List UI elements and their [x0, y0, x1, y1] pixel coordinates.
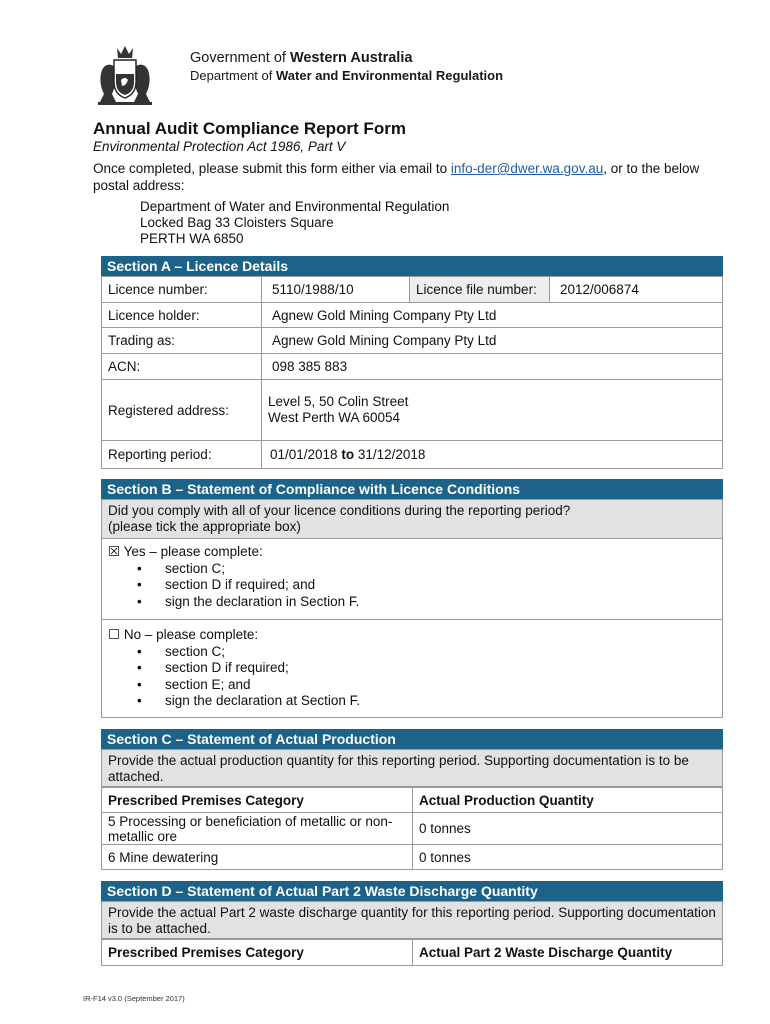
list-item: • section D if required; and: [108, 577, 716, 594]
column-header: Actual Part 2 Waste Discharge Quantity: [413, 940, 723, 966]
no-checkbox[interactable]: ☐ No – please complete:: [108, 627, 259, 642]
address-line: PERTH WA 6850: [140, 231, 244, 246]
no-option: [101, 620, 723, 718]
email-link[interactable]: info-der@dwer.wa.gov.au: [450, 161, 604, 176]
address-line: Department of Water and Environmental Regulation: [140, 199, 450, 214]
section-c-heading: Section C – Statement of Actual Production: [101, 729, 723, 749]
column-header: Actual Production Quantity: [413, 788, 723, 813]
section-c: [101, 729, 723, 870]
registered-address-value: Level 5, 50 Colin Street West Perth WA 60054: [262, 380, 723, 441]
list-item: • section E; and: [108, 677, 716, 694]
reporting-period-label: Reporting period:: [102, 441, 262, 469]
list-item: • sign the declaration in Section F.: [108, 594, 716, 611]
licence-number-value: 5110/1988/10: [262, 277, 410, 303]
section-c-instructions: Provide the actual production quantity for this reporting period. Supporting documentation is to be attached.: [101, 749, 723, 787]
list-item: • section C;: [108, 561, 716, 578]
licence-file-label: Licence file number:: [410, 277, 550, 303]
acn-label: ACN:: [102, 354, 262, 380]
section-b-heading: Section B – Statement of Compliance with Licence Conditions: [101, 479, 723, 499]
section-d: [101, 881, 723, 966]
section-a-heading: Section A – Licence Details: [101, 256, 723, 276]
section-b: [101, 479, 723, 718]
waste-discharge-table: [101, 939, 723, 966]
licence-file-value: 2012/006874: [550, 277, 723, 303]
form-subtitle: Environmental Protection Act 1986, Part V: [93, 139, 346, 154]
government-name: Government of Western Australia: [190, 50, 413, 66]
list-item: • sign the declaration at Section F.: [108, 693, 716, 710]
reporting-period-value: 01/01/2018 to 31/12/2018: [262, 441, 723, 469]
table-row: 5 Processing or beneficiation of metallic or non-metallic ore 0 tonnes: [102, 813, 723, 845]
address-line: Locked Bag 33 Cloisters Square: [140, 215, 334, 230]
compliance-question: Did you comply with all of your licence conditions during the reporting period? (please tick the appropriate box): [101, 499, 723, 539]
trading-as-label: Trading as:: [102, 328, 262, 354]
trading-as-value: Agnew Gold Mining Company Pty Ltd: [262, 328, 723, 354]
production-table: [101, 787, 723, 870]
section-a: [101, 256, 723, 469]
column-header: Prescribed Premises Category: [102, 788, 413, 813]
form-title: Annual Audit Compliance Report Form: [93, 119, 406, 138]
section-d-heading: Section D – Statement of Actual Part 2 Waste Discharge Quantity: [101, 881, 723, 901]
table-row: 6 Mine dewatering 0 tonnes: [102, 845, 723, 870]
registered-address-label: Registered address:: [102, 380, 262, 441]
yes-checkbox[interactable]: ☒ Yes – please complete:: [108, 544, 263, 559]
list-item: • section D if required;: [108, 660, 716, 677]
department-name: Department of Water and Environmental Regulation: [190, 68, 504, 83]
coat-of-arms-logo: [92, 42, 158, 108]
licence-details-table: [101, 276, 723, 469]
yes-option: [101, 539, 723, 620]
form-version-footer: IR-F14 v3.0 (September 2017): [83, 994, 185, 1003]
column-header: Prescribed Premises Category: [102, 940, 413, 966]
section-d-instructions: Provide the actual Part 2 waste discharge quantity for this reporting period. Supporting documentation is to be attached.: [101, 901, 723, 939]
licence-number-label: Licence number:: [102, 277, 262, 303]
licence-holder-value: Agnew Gold Mining Company Pty Ltd: [262, 303, 723, 328]
licence-holder-label: Licence holder:: [102, 303, 262, 328]
list-item: • section C;: [108, 644, 716, 661]
intro-text: Once completed, please submit this form either via email to info-der@dwer.wa.gov.au, or to the below postal address:: [93, 161, 700, 193]
acn-value: 098 385 883: [262, 354, 723, 380]
postal-address: [140, 199, 449, 247]
